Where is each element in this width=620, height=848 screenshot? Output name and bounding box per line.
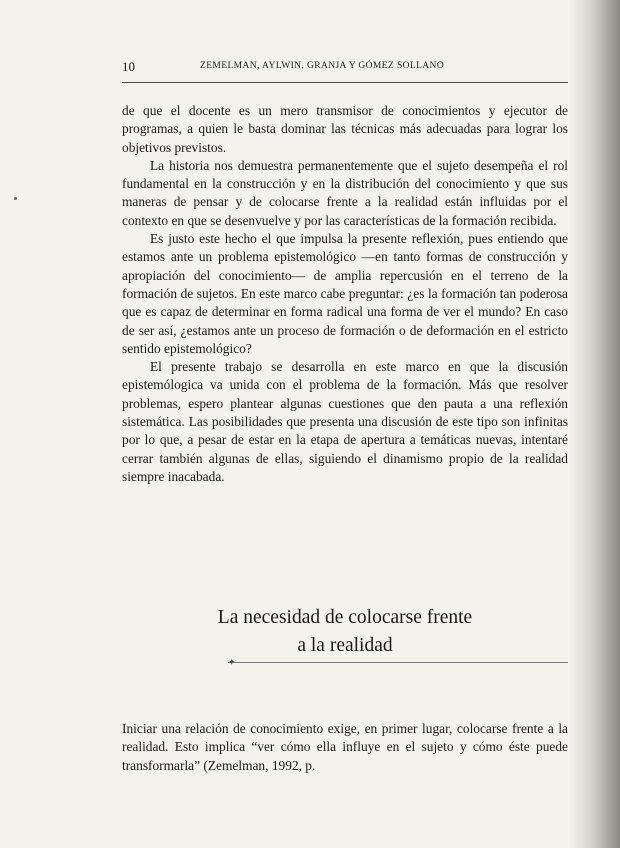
paragraph: Es justo este hecho el que impulsa la presente reflexión, pues entiendo que estamos ante un problema epistemológico —en tanto formas de construcción y apropiación del conocimiento— de amplia repercusión en el terreno de la formación de sujetos. En este marco cabe preguntar: ¿es la formación tan poderosa que es capaz de determinar en forma radical una forma de ver el mundo? En caso de ser así, ¿estamos ante un proceso de formación o de deformación en el estricto sentido epistemológico?: [122, 231, 568, 356]
paragraph: de que el docente es un mero transmisor de conocimientos y ejecutor de programas, a quien le basta dominar las técnicas más adecuadas para lograr los objetivos previstos.: [122, 103, 568, 155]
paragraph: El presente trabajo se desarrolla en este marco en que la discusión epistemólogica va unida con el problema de la formación. Más que resolver problemas, espero plantear algunas cuestiones que den pauta a una reflexión sistemática. Las posibilidades que presenta una discusión de este tipo son infinitas por lo que, a pesar de estar en la etapa de apertura a temáticas nuevas, intentaré cerrar también algunas de ellas, siguiendo el dinamismo propio de la realidad siempre inacabada.: [122, 359, 568, 484]
section-title-line: a la realidad: [297, 635, 393, 656]
paragraph: La historia nos demuestra permanentemente que el sujeto desempeña el rol fundamental en la construcción y en la distribución del conocimiento y que sus maneras de pensar y de colocarse frente a la realidad están influidas por el contexto en que se desenvuelve y por las características de la formación recibida.: [122, 157, 568, 228]
margin-mark: [14, 197, 17, 200]
page-number: 10: [122, 59, 135, 74]
section-title-line: La necesidad de colocarse frente: [217, 607, 473, 628]
body-text: [122, 102, 568, 486]
page-header: [122, 59, 568, 75]
section-title: [122, 604, 568, 660]
title-rule: [228, 662, 568, 663]
section-body-text: [122, 720, 568, 775]
header-rule: [122, 82, 568, 83]
ornament-icon: ✦: [228, 657, 236, 667]
running-head: ZEMELMAN, AYLWIN, GRANJA Y GÓMEZ SOLLANO: [200, 61, 445, 71]
paragraph: Iniciar una relación de conocimiento exige, en primer lugar, colocarse frente a la realidad. Esto implica “ver cómo ella influye en el sujeto y cómo éste puede transformarla” (Zemelman, 1992, p.: [122, 721, 568, 773]
page-gutter-shadow: [568, 0, 620, 848]
